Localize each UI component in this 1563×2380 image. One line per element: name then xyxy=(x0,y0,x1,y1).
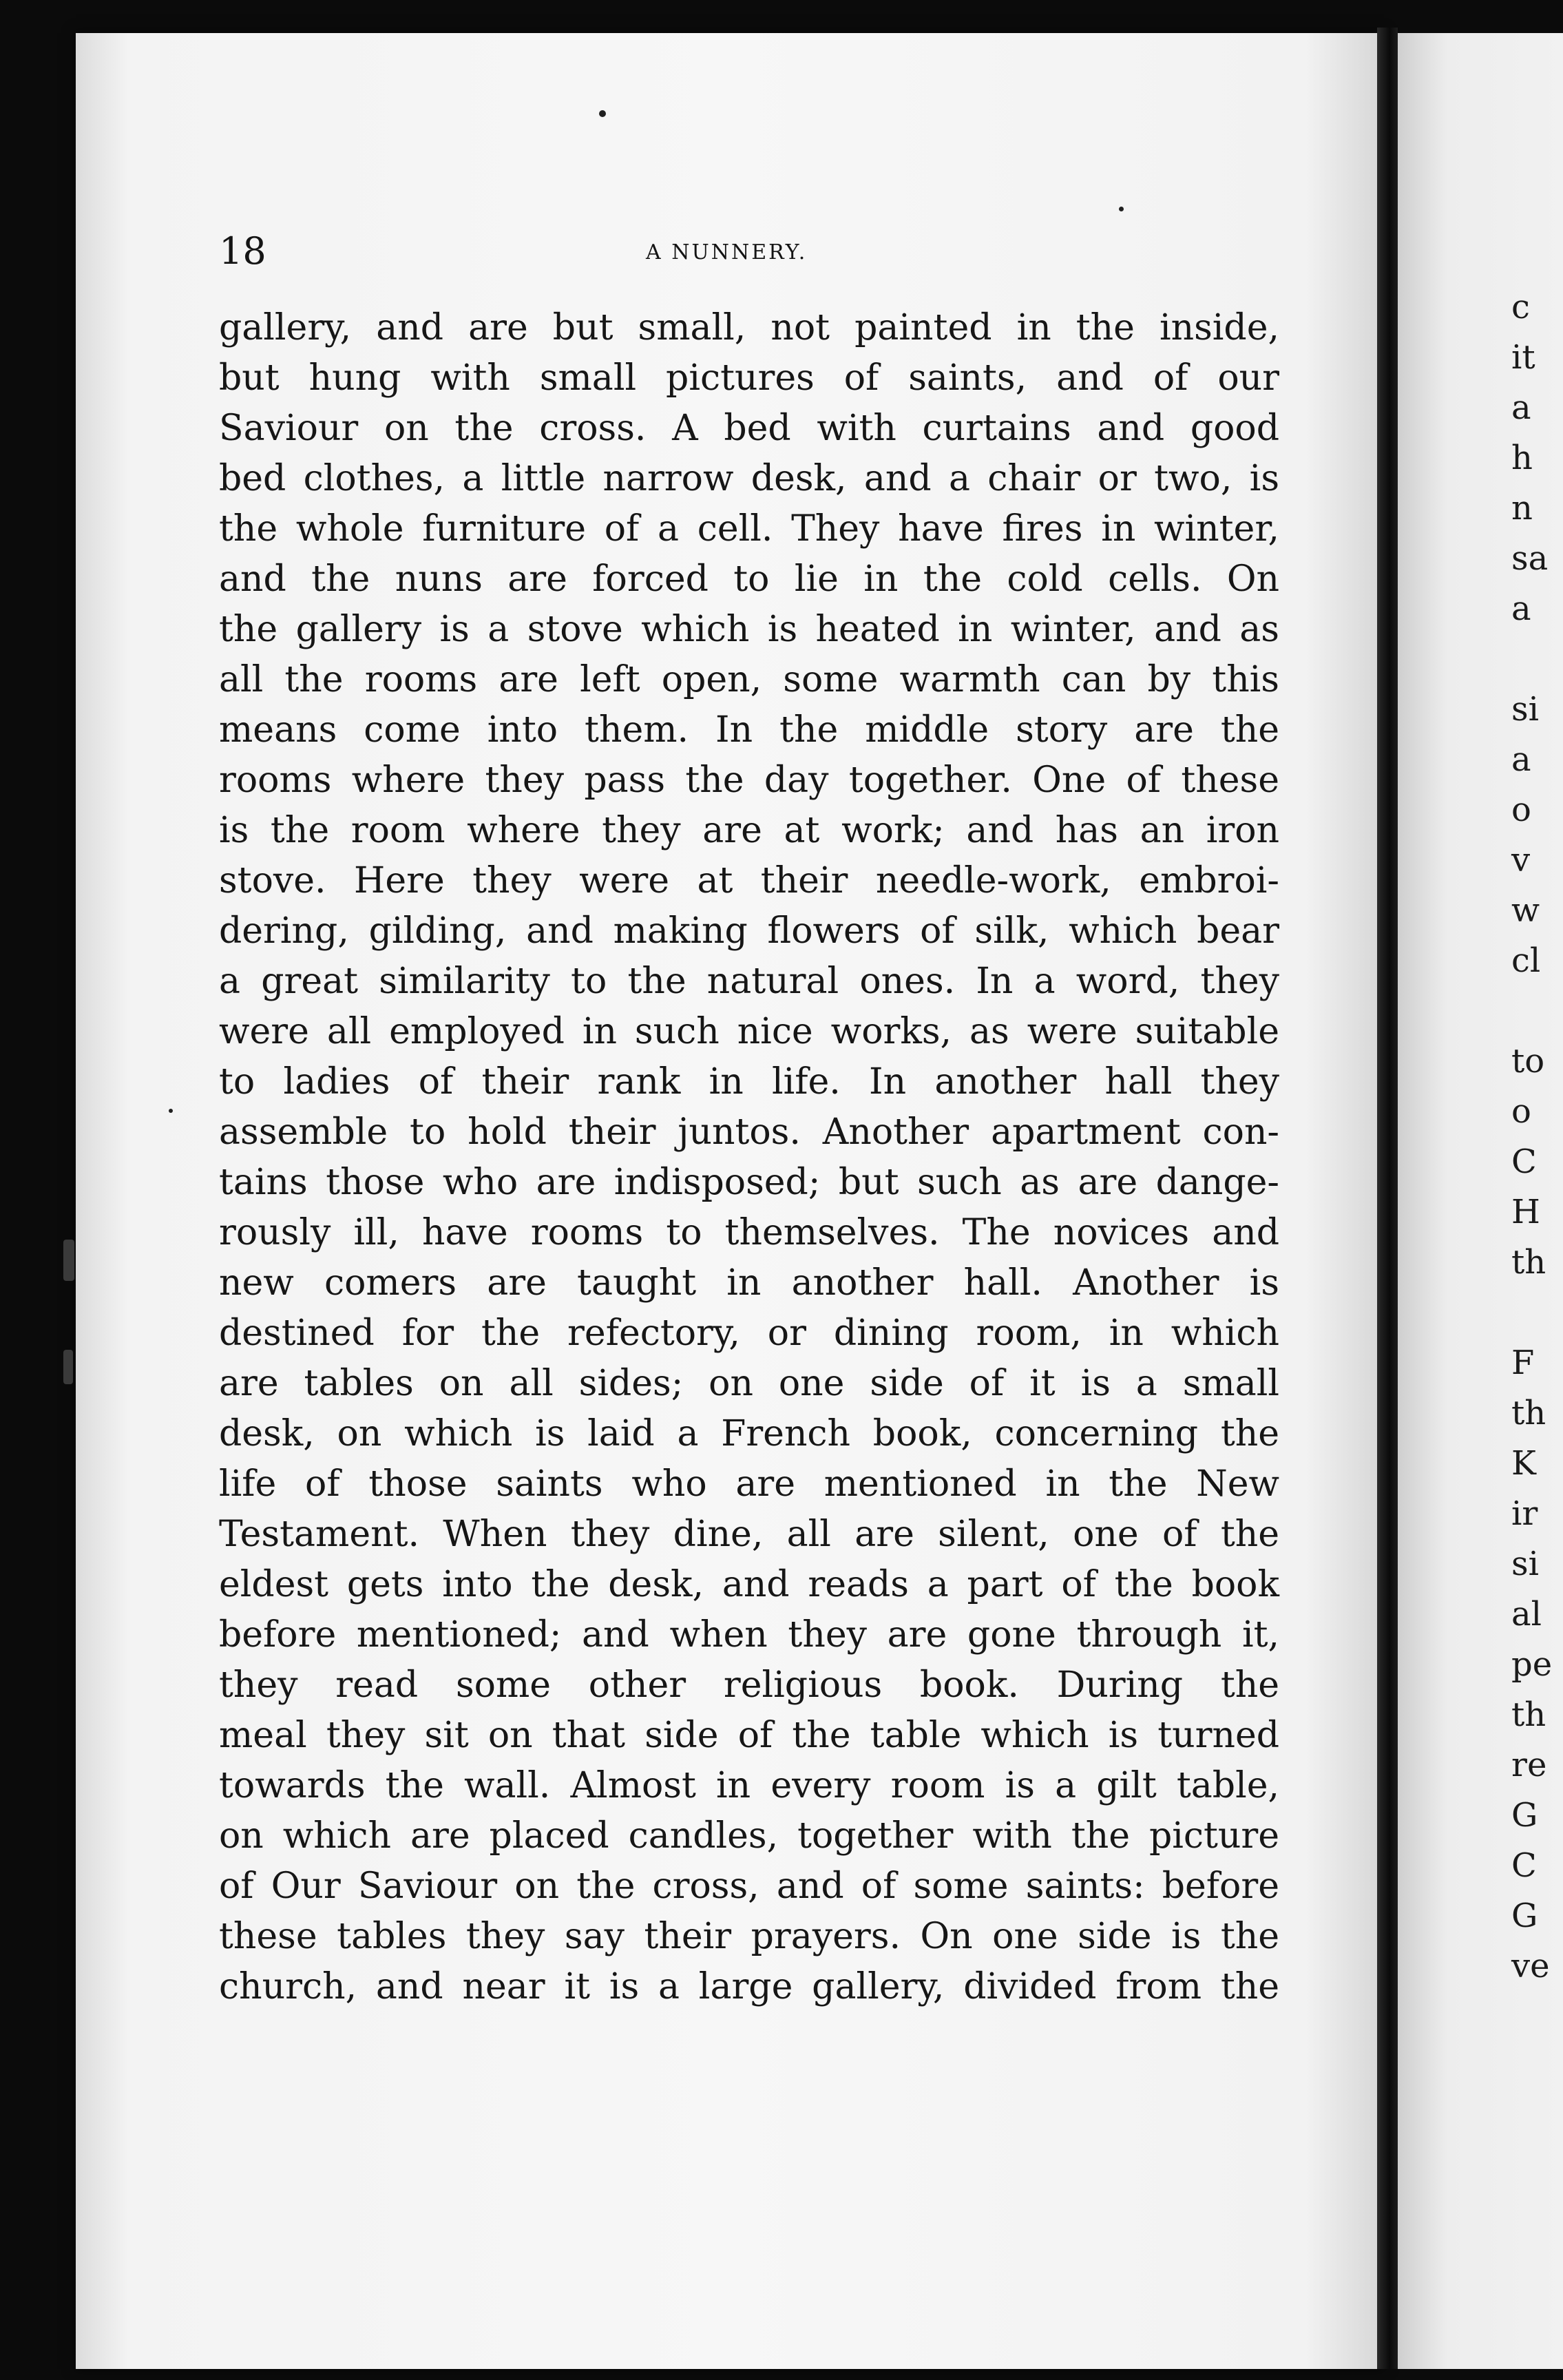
text-line: bed clothes, a little narrow desk, and a chair or two, is xyxy=(219,458,1279,499)
adjacent-text-fragment: C xyxy=(1511,1846,1537,1885)
adjacent-text-fragment: v xyxy=(1511,841,1531,879)
text-line: meal they sit on that side of the table which is turned xyxy=(219,1715,1279,1756)
adjacent-text-fragment xyxy=(1511,1288,1542,1338)
text-line: rously ill, have rooms to themselves. The novices and xyxy=(219,1212,1279,1253)
text-line: the gallery is a stove which is heated in winter, and as xyxy=(219,609,1279,650)
body-text xyxy=(219,303,1279,2012)
text-line: and the nuns are forced to lie in the cold cells. On xyxy=(219,559,1279,600)
scan-speck xyxy=(169,1109,173,1113)
text-line: are tables on all sides; on one side of it is a small xyxy=(219,1363,1279,1404)
text-line: church, and near it is a large gallery, divided from the xyxy=(219,1966,1279,2007)
page-header xyxy=(219,227,1279,275)
text-line: is the room where they are at work; and has an iron xyxy=(219,810,1279,851)
adjacent-text-fragment: G xyxy=(1511,1897,1538,1935)
adjacent-text-fragment: ir xyxy=(1511,1494,1538,1533)
adjacent-text-fragment: F xyxy=(1511,1344,1535,1382)
scan-speck xyxy=(63,1350,73,1384)
scan-speck xyxy=(1119,207,1124,211)
adjacent-text-fragment: pe xyxy=(1511,1645,1553,1684)
adjacent-text-fragment: h xyxy=(1511,439,1533,477)
adjacent-text-fragment: H xyxy=(1511,1193,1540,1231)
text-line: rooms where they pass the day together. One of these xyxy=(219,760,1279,801)
text-line: Saviour on the cross. A bed with curtains and good xyxy=(219,408,1279,449)
text-line: of Our Saviour on the cross, and of some saints: before xyxy=(219,1866,1279,1907)
adjacent-text-fragment: o xyxy=(1511,791,1531,829)
text-line: stove. Here they were at their needle-work, embroi- xyxy=(219,860,1279,901)
adjacent-text-fragment: n xyxy=(1511,489,1533,528)
scan-speck xyxy=(599,110,606,117)
text-line: means come into them. In the middle story are the xyxy=(219,709,1279,751)
adjacent-text-fragment: it xyxy=(1511,338,1535,377)
adjacent-text-fragment: sa xyxy=(1511,539,1549,578)
text-line: these tables they say their prayers. On one side is the xyxy=(219,1916,1279,1957)
text-line: before mentioned; and when they are gone through it, xyxy=(219,1614,1279,1656)
adjacent-text-fragment: a xyxy=(1511,589,1531,628)
adjacent-text-fragment xyxy=(1511,634,1542,685)
text-line: but hung with small pictures of saints, and of our xyxy=(219,357,1279,399)
text-line: new comers are taught in another hall. Another is xyxy=(219,1262,1279,1304)
text-line: a great similarity to the natural ones. In a word, they xyxy=(219,961,1279,1002)
adjacent-text-fragment: th xyxy=(1511,1243,1546,1282)
text-line: life of those saints who are mentioned in the New xyxy=(219,1463,1279,1505)
text-line: tains those who are indisposed; but such as are dange- xyxy=(219,1162,1279,1203)
text-line: destined for the refectory, or dining room, in which xyxy=(219,1313,1279,1354)
adjacent-text-fragment: th xyxy=(1511,1695,1546,1734)
adjacent-text-fragment: c xyxy=(1511,288,1530,326)
adjacent-text-fragment: C xyxy=(1511,1142,1537,1181)
book-gutter xyxy=(1377,28,1398,2369)
adjacent-text-fragment: ve xyxy=(1511,1947,1550,1985)
adjacent-text-fragment: si xyxy=(1511,690,1539,729)
adjacent-text-fragment xyxy=(1511,986,1542,1036)
scan-speck xyxy=(63,1240,74,1281)
adjacent-text-fragment: w xyxy=(1511,891,1540,930)
adjacent-text-fragment: th xyxy=(1511,1394,1546,1432)
text-line: gallery, and are but small, not painted in the inside, xyxy=(219,307,1279,348)
adjacent-text-fragment: re xyxy=(1511,1746,1547,1784)
adjacent-text-fragment: cl xyxy=(1511,941,1541,980)
text-line: Testament. When they dine, all are silent, one of the xyxy=(219,1514,1279,1555)
text-line: they read some other religious book. During the xyxy=(219,1664,1279,1706)
text-line: towards the wall. Almost in every room is a gilt table, xyxy=(219,1765,1279,1806)
text-line: eldest gets into the desk, and reads a part of the book xyxy=(219,1564,1279,1605)
text-line: the whole furniture of a cell. They have fires in winter, xyxy=(219,508,1279,550)
adjacent-text-fragment: a xyxy=(1511,740,1531,779)
text-line: dering, gilding, and making flowers of silk, which bear xyxy=(219,910,1279,952)
adjacent-text-fragment: a xyxy=(1511,388,1531,427)
adjacent-text-fragment: to xyxy=(1511,1042,1545,1081)
text-line: assemble to hold their juntos. Another apartment con- xyxy=(219,1111,1279,1153)
text-line: on which are placed candles, together with the picture xyxy=(219,1815,1279,1857)
adjacent-text-fragment: K xyxy=(1511,1444,1536,1483)
text-line: all the rooms are left open, some warmth can by this xyxy=(219,659,1279,700)
adjacent-text-fragment: al xyxy=(1511,1595,1542,1633)
adjacent-text-fragment: si xyxy=(1511,1545,1539,1583)
adjacent-text-fragment: G xyxy=(1511,1796,1538,1835)
adjacent-text-fragment: o xyxy=(1511,1092,1531,1131)
text-line: desk, on which is laid a French book, concerning the xyxy=(219,1413,1279,1454)
running-head: A NUNNERY. xyxy=(646,240,808,264)
adjacent-page-text-fragments xyxy=(1511,282,1553,1992)
text-line: to ladies of their rank in life. In another hall they xyxy=(219,1061,1279,1103)
page-number: 18 xyxy=(219,229,266,273)
text-line: were all employed in such nice works, as were suitable xyxy=(219,1011,1279,1052)
